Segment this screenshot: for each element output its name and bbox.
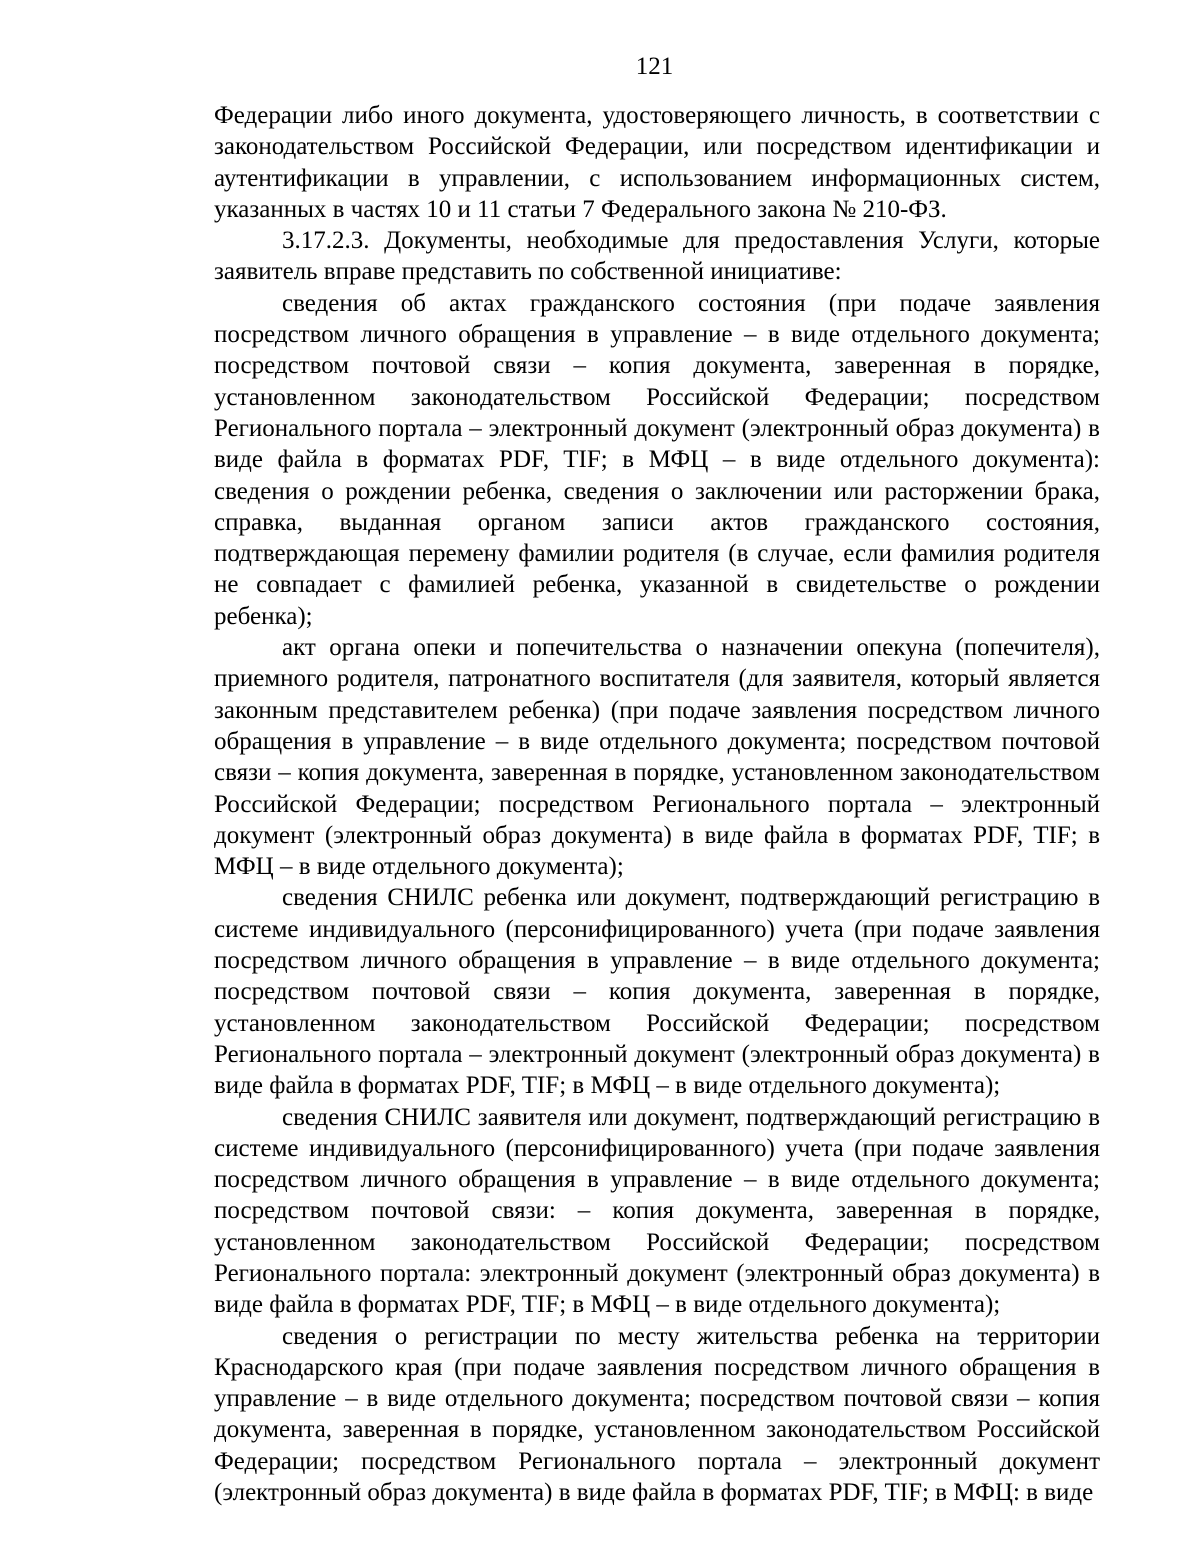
paragraph-section-heading: 3.17.2.3. Документы, необходимые для предоставления Услуги, которые заявитель вправе представить по собственной инициативе: [214,227,1100,286]
paragraph-continuation: Федерации либо иного документа, удостоверяющего личность, в соответствии с законодательством Российской Федерации, или посредством идентификации и аутентификации в управлении, с использованием информационных систем, указанных в частях 10 и 11 статьи 7 Федерального закона № 210-ФЗ. [214,102,1100,223]
paragraph-child-snils: сведения СНИЛС ребенка или документ, подтверждающий регистрацию в системе индивидуального (персонифицированного) учета (при подаче заявления посредством личного обращения в управление – в виде отдельного документа; посредством почтовой связи – копия документа, заверенная в порядке, установленном законодательством Российской Федерации; посредством Регионального портала – электронный документ (электронный образ документа) в виде файла в форматах PDF, TIF; в МФЦ – в виде отдельного документа); [214,884,1100,1100]
page-number: 121 [635,53,674,80]
paragraph-guardianship-act: акт органа опеки и попечительства о назначении опекуна (попечителя), приемного родителя, патронатного воспитателя (для заявителя, который является законным представителем ребенка) (при подаче заявления посредством личного обращения в управление – в виде отдельного документа; посредством почтовой связи – копия документа, заверенная в порядке, установленном законодательством Российской Федерации; посредством Регионального портала – электронный документ (электронный образ документа) в виде файла в форматах PDF, TIF; в МФЦ – в виде отдельного документа); [214,634,1100,881]
paragraph-applicant-snils: сведения СНИЛС заявителя или документ, подтверждающий регистрацию в системе индивидуального (персонифицированного) учета (при подаче заявления посредством личного обращения в управление – в виде отдельного документа; посредством почтовой связи: – копия документа, заверенная в порядке, установленном законодательством Российской Федерации; посредством Регионального портала: электронный документ (электронный образ документа) в виде файла в форматах PDF, TIF; в МФЦ – в виде отдельного документа); [214,1103,1100,1319]
document-body [214,100,1100,1508]
paragraph-civil-status-records: сведения об актах гражданского состояния (при подаче заявления посредством личного обращения в управление – в виде отдельного документа; посредством почтовой связи – копия документа, заверенная в порядке, установленном законодательством Российской Федерации; посредством Регионального портала – электронный документ (электронный образ документа) в виде файла в форматах PDF, TIF; в МФЦ – в виде отдельного документа): сведения о рождении ребенка, сведения о заключении или расторжении брака, справка, выданная органом записи актов гражданского состояния, подтверждающая перемену фамилии родителя (в случае, если фамилия родителя не совпадает с фамилией ребенка, указанной в свидетельстве о рождении ребенка); [214,289,1100,630]
paragraph-child-registration: сведения о регистрации по месту жительства ребенка на территории Краснодарского края (при подаче заявления посредством личного обращения в управление – в виде отдельного документа; посредством почтовой связи – копия документа, заверенная в порядке, установленном законодательством Российской Федерации; посредством Регионального портала – электронный документ (электронный образ документа) в виде файла в форматах PDF, TIF; в МФЦ: в виде [214,1322,1100,1507]
